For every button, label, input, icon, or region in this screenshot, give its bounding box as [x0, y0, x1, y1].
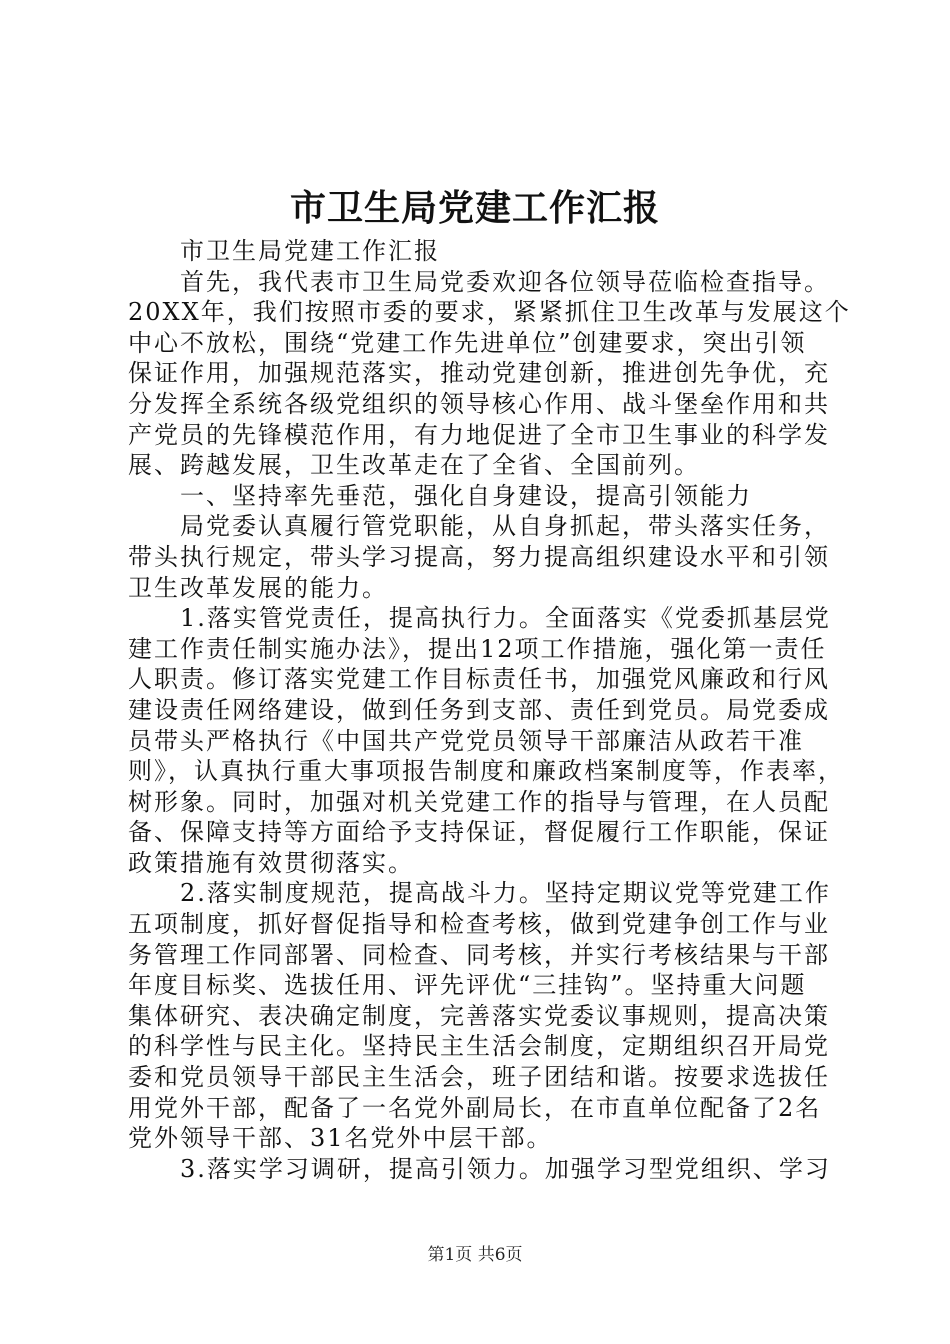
body-line: 展、跨越发展，卫生改革走在了全省、全国前列。	[128, 451, 700, 480]
body-line: 务管理工作同部署、同检查、同考核，并实行考核结果与干部	[128, 940, 830, 969]
document-body	[128, 236, 863, 1184]
page-footer: 第1页 共6页	[427, 1245, 523, 1265]
body-line: 分发挥全系统各级党组织的领导核心作用、战斗堡垒作用和共	[128, 389, 830, 418]
body-line: 1.落实管党责任，提高执行力。全面落实《党委抓基层党	[180, 604, 831, 633]
body-line: 卫生改革发展的能力。	[128, 573, 388, 602]
body-line: 树形象。同时，加强对机关党建工作的指导与管理，在人员配	[128, 787, 830, 816]
body-line: 的科学性与民主化。坚持民主生活会制度，定期组织召开局党	[128, 1032, 830, 1061]
body-line: 年度目标奖、选拔任用、评先评优“三挂钩”。坚持重大问题	[128, 971, 807, 1000]
body-line: 人职责。修订落实党建工作目标责任书，加强党风廉政和行风	[128, 665, 830, 694]
body-line: 委和党员领导干部民主生活会，班子团结和谐。按要求选拔任	[128, 1063, 830, 1092]
body-line: 2.落实制度规范，提高战斗力。坚持定期议党等党建工作	[180, 879, 831, 908]
body-line: 五项制度，抓好督促指导和检查考核，做到党建争创工作与业	[128, 910, 830, 939]
body-line: 建设责任网络建设，做到任务到支部、责任到党员。局党委成	[128, 695, 830, 724]
body-line: 则》，认真执行重大事项报告制度和廉政档案制度等，作表率，	[128, 757, 844, 786]
body-line: 政策措施有效贯彻落实。	[128, 848, 414, 877]
document-title: 市卫生局党建工作汇报	[289, 187, 660, 229]
body-line: 一、坚持率先垂范，强化自身建设，提高引领能力	[180, 481, 752, 510]
body-line: 市卫生局党建工作汇报	[180, 237, 440, 265]
body-line: 3.落实学习调研，提高引领力。加强学习型党组织、学习	[180, 1154, 831, 1183]
body-line: 中心不放松，围绕“党建工作先进单位”创建要求，突出引领	[128, 328, 807, 357]
body-line: 备、保障支持等方面给予支持保证，督促履行工作职能，保证	[128, 818, 830, 847]
body-line: 保证作用，加强规范落实，推动党建创新，推进创先争优，充	[128, 359, 830, 388]
body-line: 建工作责任制实施办法》，提出12项工作措施，强化第一责任	[128, 634, 827, 663]
body-line: 员带头严格执行《中国共产党党员领导干部廉洁从政若干准	[128, 726, 804, 755]
body-line: 党外领导干部、31名党外中层干部。	[128, 1124, 553, 1153]
body-line: 集体研究、表决确定制度，完善落实党委议事规则，提高决策	[128, 1001, 830, 1030]
body-line: 20XX年，我们按照市委的要求，紧紧抓住卫生改革与发展这个	[128, 298, 851, 327]
body-line: 产党员的先锋模范作用，有力地促进了全市卫生事业的科学发	[128, 420, 830, 449]
body-line: 首先，我代表市卫生局党委欢迎各位领导莅临检查指导。	[180, 267, 830, 296]
body-line: 带头执行规定，带头学习提高，努力提高组织建设水平和引领	[128, 542, 830, 571]
body-line: 用党外干部，配备了一名党外副局长，在市直单位配备了2名	[128, 1093, 822, 1122]
body-line: 局党委认真履行管党职能，从自身抓起，带头落实任务，	[180, 512, 830, 541]
